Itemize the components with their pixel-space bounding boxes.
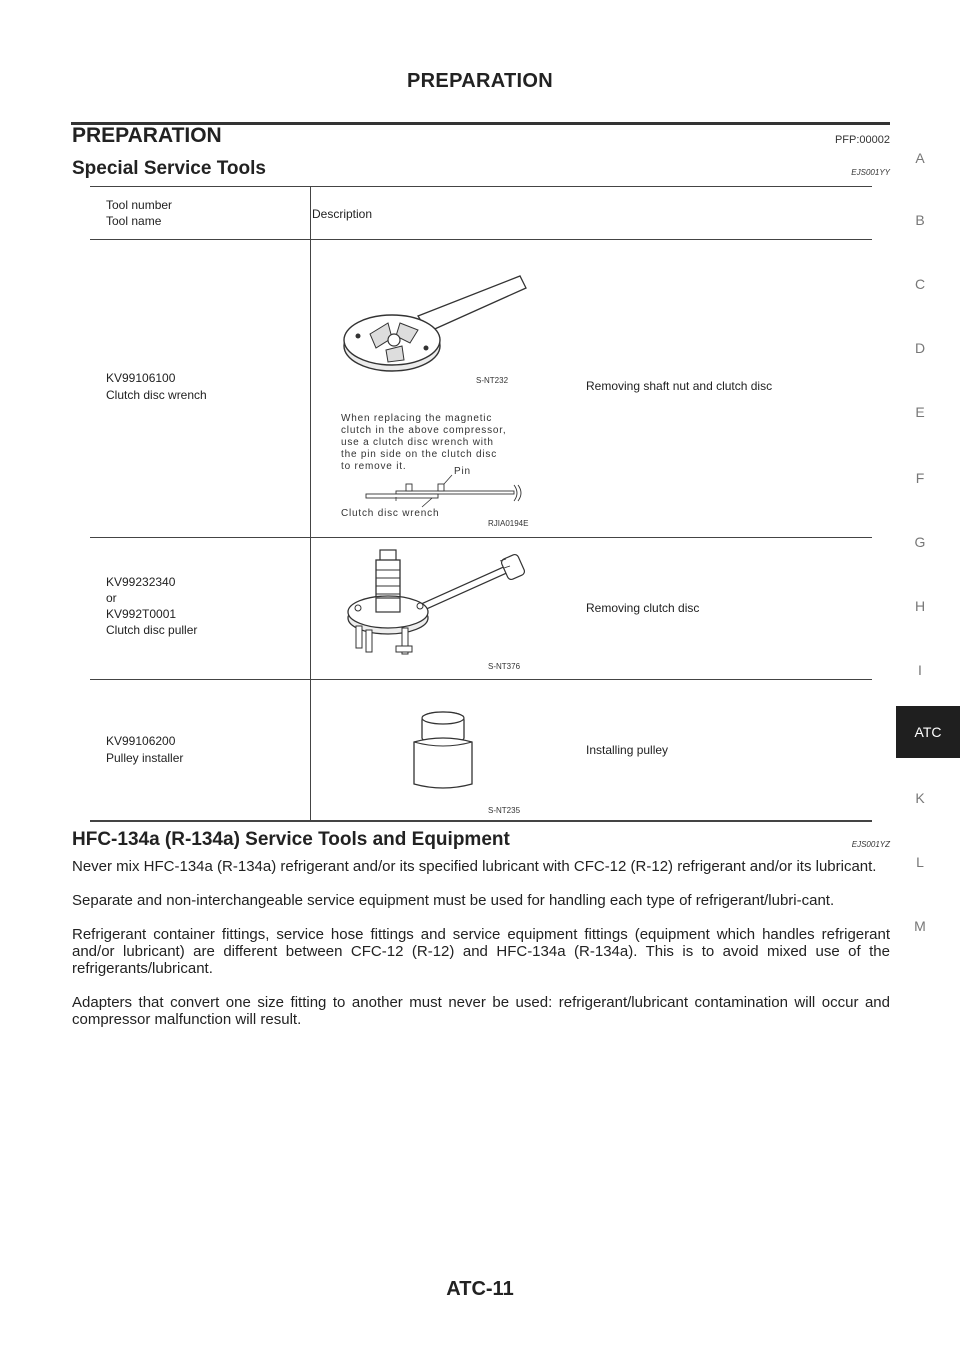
table-column-divider <box>310 186 311 822</box>
hfc-paragraph: Refrigerant container fittings, service hose fittings and service equipment fittings (equipment which handles refrigerant and/or lubricant) are different between CFC-12 (R-12) and HFC-134a (R-134a). This is to avoid mixed use of the refrigerants/lubricant. <box>72 926 890 977</box>
tool-number-alt: KV992T0001 <box>106 607 177 621</box>
index-letter-c[interactable]: C <box>914 276 926 292</box>
hfc-paragraph: Separate and non-interchangeable service equipment must be used for handling each type of refrigerant/lubri-cant. <box>72 892 835 909</box>
hfc-paragraph: Adapters that convert one size fitting to another must never be used: refrigerant/lubricant contamination will occur and compressor malfunction will result. <box>72 994 890 1028</box>
index-letter-h[interactable]: H <box>914 598 926 614</box>
figure-code: S-NT232 <box>476 376 509 385</box>
index-letter-i[interactable]: I <box>918 662 922 678</box>
special-tools-title: Special Service Tools <box>72 158 266 179</box>
figure-code: S-NT235 <box>488 806 521 815</box>
table-bottom-rule <box>90 820 872 822</box>
note-line: clutch in the above compressor, <box>341 425 507 436</box>
tool-alternative: or <box>106 591 117 605</box>
tool-description: Installing pulley <box>586 743 669 757</box>
figure-code: S-NT376 <box>488 662 521 671</box>
page-number: ATC-11 <box>446 1278 514 1300</box>
index-letter-e[interactable]: E <box>915 404 925 420</box>
index-tab-active[interactable]: ATC <box>896 706 960 758</box>
section-index <box>896 0 960 1358</box>
index-letter-d[interactable]: D <box>914 340 926 356</box>
note-line: use a clutch disc wrench with <box>341 437 494 448</box>
index-letter-b[interactable]: B <box>915 212 925 228</box>
index-letter-m[interactable]: M <box>914 918 926 934</box>
tool-description: Removing shaft nut and clutch disc <box>586 379 773 393</box>
note-line: When replacing the magnetic <box>341 413 493 424</box>
clutch-disc-wrench-diagram <box>360 471 530 511</box>
hfc-title: HFC-134a (R-134a) Service Tools and Equipment <box>72 829 510 850</box>
table-row-rule <box>90 679 872 680</box>
wrench-label: Clutch disc wrench <box>341 508 440 519</box>
table-top-rule <box>90 186 872 187</box>
index-letter-k[interactable]: K <box>915 790 925 806</box>
col-header-tool-name: Tool name <box>106 214 162 228</box>
running-header: PREPARATION <box>407 70 553 92</box>
pin-label: Pin <box>454 466 471 477</box>
tool-number: KV99106200 <box>106 734 176 748</box>
col-header-description: Description <box>312 207 373 221</box>
note-line: to remove it. <box>341 461 407 472</box>
tool-name: Pulley installer <box>106 751 184 765</box>
clutch-disc-puller-figure <box>340 546 540 671</box>
note-line: the pin side on the clutch disc <box>341 449 497 460</box>
section-code: PFP:00002 <box>834 134 890 146</box>
special-tools-code: EJS001YY <box>851 168 890 177</box>
clutch-disc-wrench-figure <box>330 268 530 388</box>
tool-name: Clutch disc wrench <box>106 388 207 402</box>
index-letter-l[interactable]: L <box>916 854 924 870</box>
index-letter-g[interactable]: G <box>914 534 926 550</box>
tool-description: Removing clutch disc <box>586 601 700 615</box>
table-row-rule <box>90 537 872 538</box>
tool-name: Clutch disc puller <box>106 623 198 637</box>
pulley-installer-figure <box>408 706 478 798</box>
tool-number: KV99106100 <box>106 371 176 385</box>
tool-number: KV99232340 <box>106 575 176 589</box>
index-letter-f[interactable]: F <box>915 470 925 486</box>
table-header-rule <box>90 239 872 240</box>
col-header-tool-number: Tool number <box>106 198 173 212</box>
section-title: PREPARATION <box>72 124 222 147</box>
index-letter-a[interactable]: A <box>915 150 925 166</box>
figure-code: RJIA0194E <box>488 519 529 528</box>
hfc-code: EJS001YZ <box>851 840 890 849</box>
hfc-paragraph: Never mix HFC-134a (R-134a) refrigerant and/or its specified lubricant with CFC-12 (R-12) refrigerant and/or its lubricant. <box>72 858 877 875</box>
special-tools-table <box>90 186 872 822</box>
